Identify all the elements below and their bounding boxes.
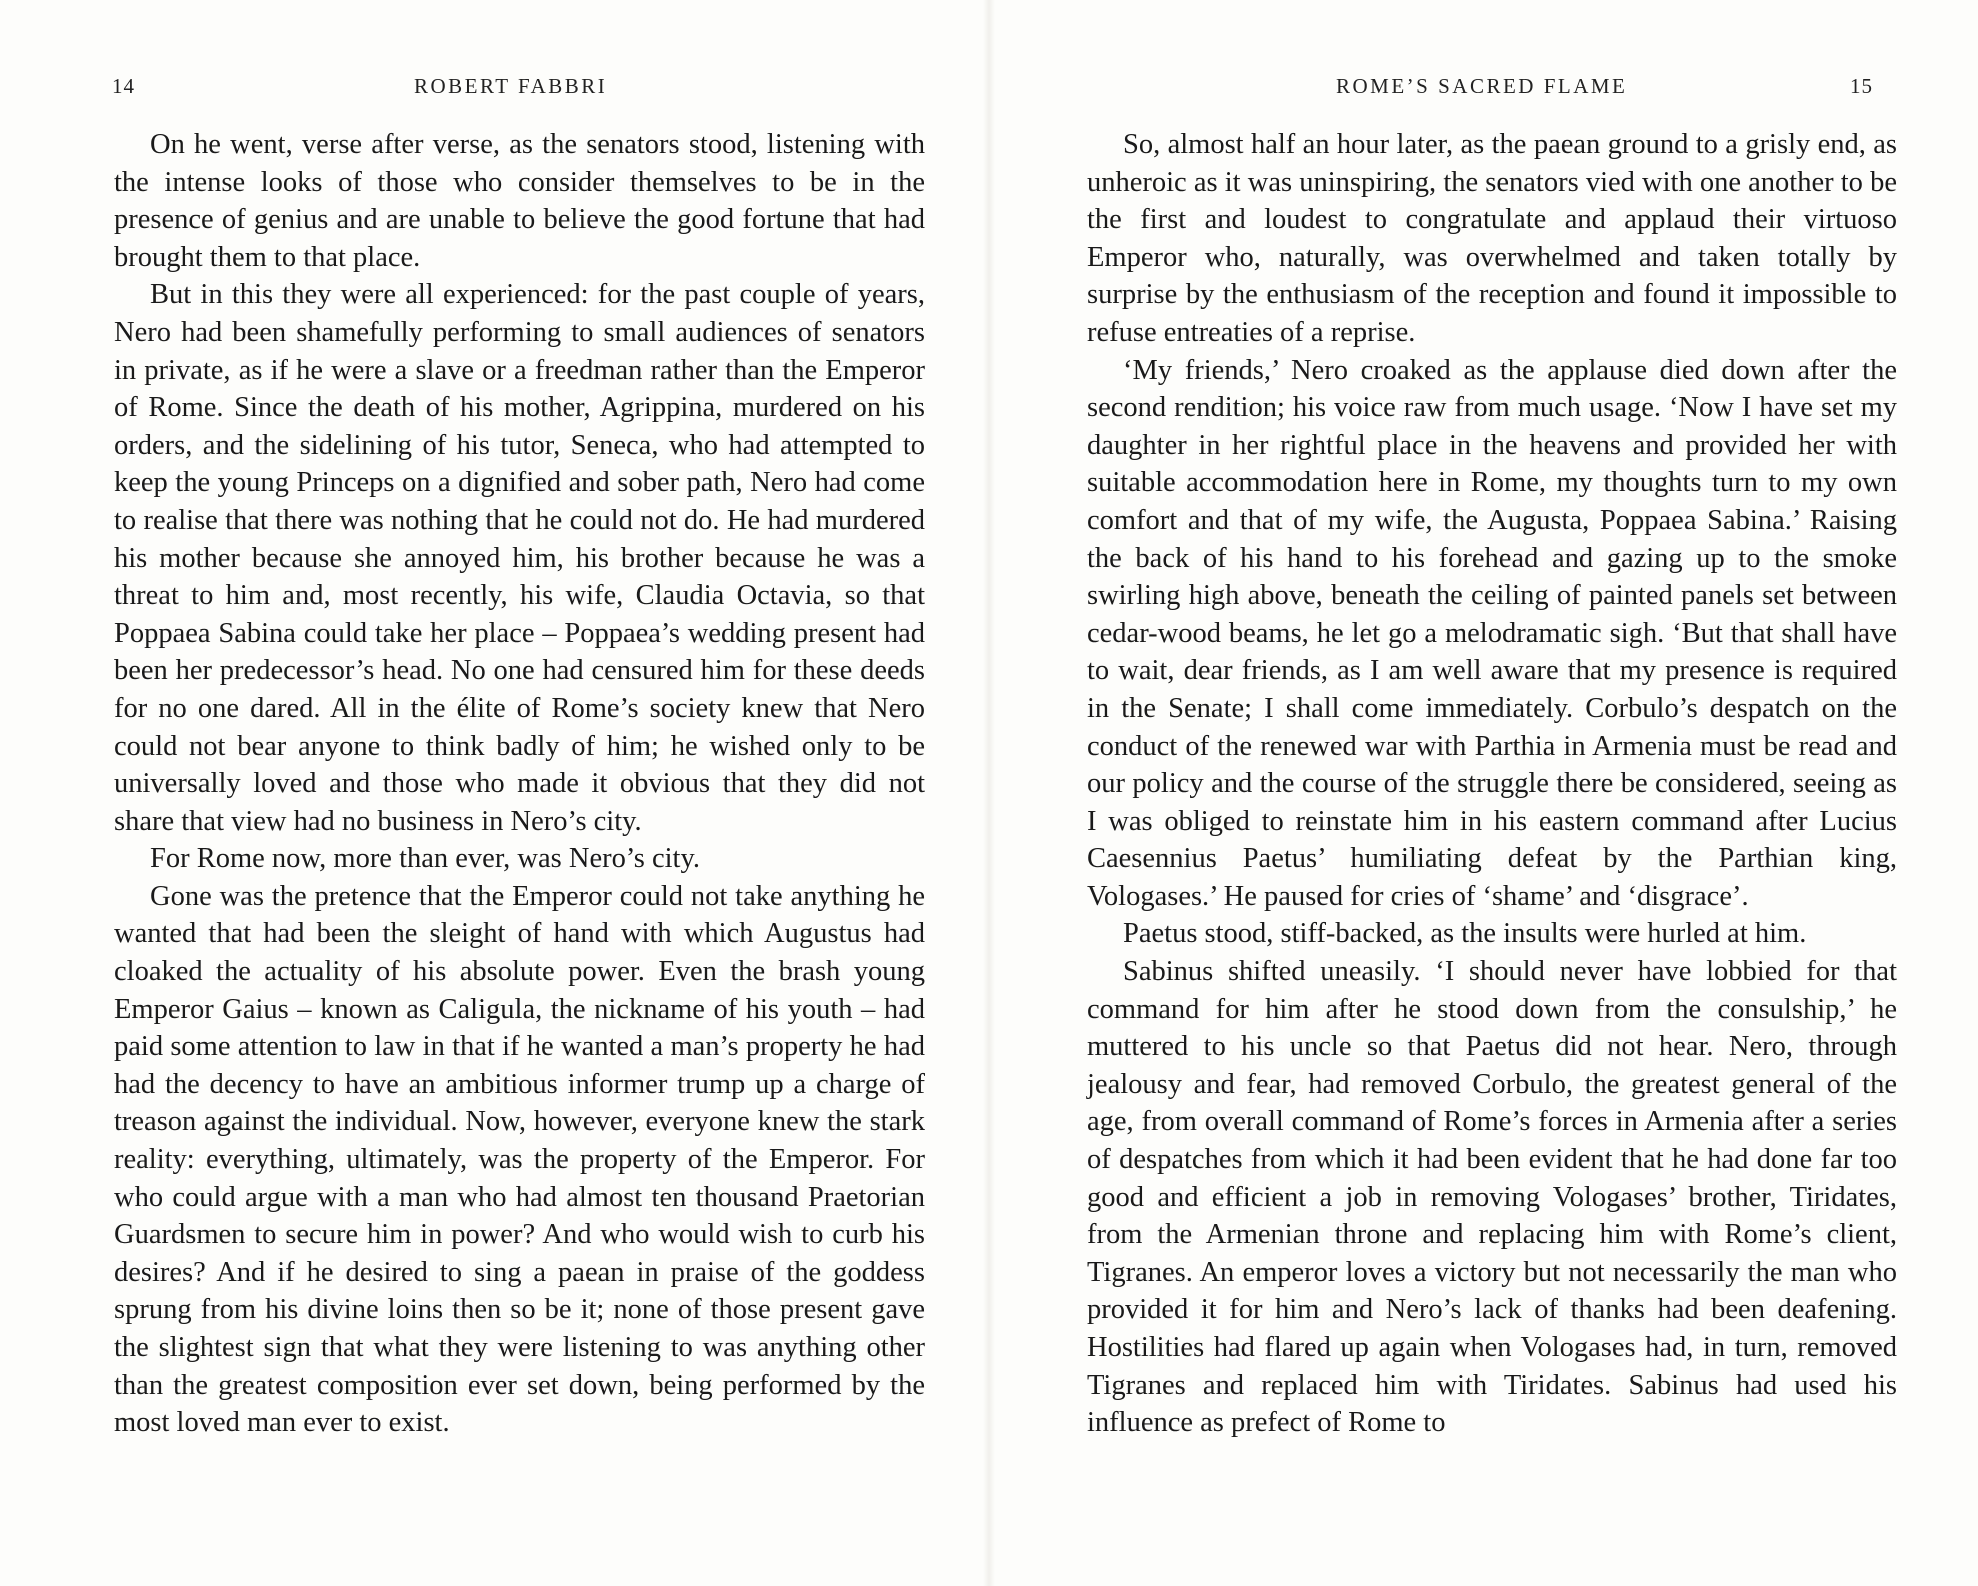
page-number-right: 15 xyxy=(1850,74,1873,98)
paragraph: Paetus stood, stiff-backed, as the insults were hurled at him. xyxy=(1123,918,1807,950)
paragraph: On he went, verse after verse, as the senators stood, listening with the intense looks of those who consider themselves to be in the presence of genius and are unable to believe the good fortune that had brought them to that place. xyxy=(114,129,925,273)
running-head-author: ROBERT FABBRI xyxy=(414,74,608,98)
right-page xyxy=(995,0,1978,1586)
paragraph: So, almost half an hour later, as the paean ground to a grisly end, as unheroic as it was uninspiring, the senators vied with one another to be the first and loudest to congratulate and applaud their virtuoso Emperor who, naturally, was overwhelmed and taken totally by surprise by the enthusiasm of the reception and found it impossible to refuse entreaties of a reprise. xyxy=(1087,129,1897,348)
paragraph: But in this they were all experienced: for the past couple of years, Nero had been shamefully performing to small audiences of senators in private, as if he were a slave or a freedman rather than the Emperor of Rome. Since the death of his mother, Agrippina, murdered on his orders, and the sidelining of his tutor, Seneca, who had attempted to keep the young Princeps on a dignified and sober path, Nero had come to realise that there was nothing that he could not do. He had murdered his mother because she annoyed him, his brother because he was a threat to him and, most recently, his wife, Claudia Octavia, so that Poppaea Sabina could take her place – Poppaea’s wedding present had been her predecessor’s head. No one had censured him for these deeds for no one dared. All in the élite of Rome’s society knew that Nero could not bear anyone to think badly of him; he wished only to be universally loved and those who made it obvious that they did not share that view had no business in Nero’s city. xyxy=(114,279,925,837)
paragraph: For Rome now, more than ever, was Nero’s city. xyxy=(150,843,700,875)
right-page-body xyxy=(1087,126,1897,1442)
book-gutter xyxy=(983,0,995,1586)
left-page-body xyxy=(114,126,925,1442)
page-number-left: 14 xyxy=(112,74,135,98)
paragraph: Gone was the pretence that the Emperor could not take anything he wanted that had been the sleight of hand with which Augustus had cloaked the actuality of his absolute power. Even the brash young Emperor Gaius – known as Caligula, the nickname of his youth – had paid some attention to law in that if he wanted a man’s property he had had the decency to have an ambitious informer trump up a charge of treason against the individual. Now, however, everyone knew the stark reality: everything, ultimately, was the property of the Emperor. For who could argue with a man who had almost ten thousand Praetorian Guardsmen to secure him in power? And who would wish to curb his desires? And if he desired to sing a paean in praise of the goddess sprung from his divine loins then so be it; none of those present gave the slightest sign that what they were listening to was anything other than the greatest composition ever set down, being performed by the most loved man ever to exist. xyxy=(114,880,925,1439)
paragraph: Sabinus shifted uneasily. ‘I should never have lobbied for that command for him after he stood down from the consulship,’ he muttered to his uncle so that Paetus did not hear. Nero, through jealousy and fear, had removed Corbulo, the greatest general of the age, from overall command of Rome’s forces in Armenia after a series of despatches from which it had been evident that he had done far too good and efficient a job in removing Vologases’ brother, Tiridates, from the Armenian throne and replacing him with Rome’s client, Tigranes. An emperor loves a victory but not necessarily the man who provided it for him and Nero’s lack of thanks had been deafening. Hostilities had flared up again when Vologases had, in turn, removed Tigranes and replaced him with Tiridates. Sabinus had used his influence as prefect of Rome to xyxy=(1087,956,1897,1439)
running-head-title: ROME’S SACRED FLAME xyxy=(1336,74,1628,98)
left-page xyxy=(0,0,983,1586)
paragraph: ‘My friends,’ Nero croaked as the applause died down after the second rendition; his voice raw from much usage. ‘Now I have set my daughter in her rightful place in the heavens and provided her with suitable accommodation here in Rome, my thoughts turn to my own comfort and that of my wife, the Augusta, Poppaea Sabina.’ Raising the back of his hand to his forehead and gazing up to the smoke swirling high above, beneath the ceiling of painted panels set between cedar-wood beams, he let go a melodramatic sigh. ‘But that shall have to wait, dear friends, as I am well aware that my presence is required in the Senate; I shall come immediately. Corbulo’s despatch on the conduct of the renewed war with Parthia in Armenia must be read and our policy and the course of the struggle there be considered, seeing as I was obliged to reinstate him in his eastern command after Lucius Caesennius Paetus’ humiliating defeat by the Parthian king, Vologases.’ He paused for cries of ‘shame’ and ‘disgrace’. xyxy=(1087,354,1897,912)
